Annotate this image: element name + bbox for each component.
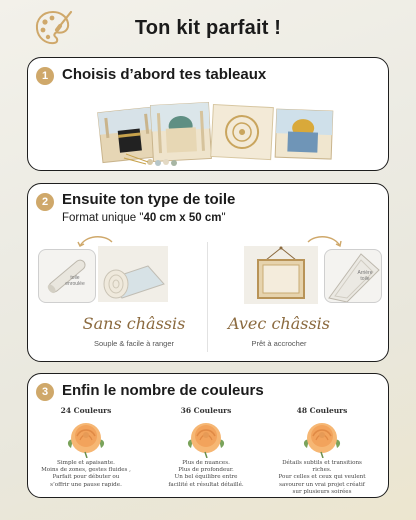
desc-line: Pour celles et ceux qui veulent: [278, 474, 366, 481]
option-sans-chassis-subtitle: Souple & facile à ranger: [93, 339, 175, 348]
format-label: Format unique ": [62, 212, 144, 224]
format-text: [62, 212, 226, 224]
desc-line: s’offrir une pause rapide.: [50, 481, 122, 488]
step-2-badge: 2: [36, 193, 54, 211]
rolled-canvas-image: [98, 246, 168, 302]
color-option-24[interactable]: [36, 406, 136, 489]
color-option-48-title: 48 Couleurs: [296, 406, 348, 415]
desc-line: Moins de zones, gestes fluides ,: [41, 467, 131, 474]
paintings-illustration: [96, 98, 336, 168]
framed-canvas-image: [244, 246, 318, 304]
rose-icon: [183, 418, 229, 458]
desc-line: sur plusieurs soirées: [292, 488, 352, 495]
option-avec-chassis-subtitle: Prêt à accrocher: [251, 339, 307, 348]
color-option-36-title: 36 Couleurs: [180, 406, 232, 415]
rose-icon: [63, 418, 109, 458]
desc-line: Parfait pour débuter ou: [52, 474, 120, 481]
back-thumb-label: Arrière toile: [357, 270, 373, 282]
desc-line: Un bel équilibre entre: [174, 474, 238, 481]
step-3-card: [27, 373, 389, 498]
options-divider: [207, 242, 208, 352]
desc-line: Simple et apaisante.: [57, 460, 115, 466]
canvas-back-thumb: [324, 249, 382, 303]
step-1-card: [27, 57, 389, 171]
step-1-badge: 1: [36, 67, 54, 85]
format-value: 40 cm x 50 cm: [143, 212, 222, 224]
color-option-36[interactable]: [156, 406, 256, 489]
painting-dome: [275, 109, 333, 159]
desc-line: savourer un vrai projet créatif: [279, 481, 365, 488]
rolled-canvas-thumb: [38, 249, 96, 303]
step-3-badge: 3: [36, 383, 54, 401]
page-title: Ton kit parfait !: [134, 17, 282, 39]
option-avec-chassis-title[interactable]: Avec châssis: [227, 314, 330, 333]
desc-line: Plus de profondeur.: [178, 467, 234, 474]
painting-calligraphy: [211, 105, 274, 160]
desc-line: Détails subtils et transitions riches.: [282, 460, 362, 474]
painting-mosque: [151, 103, 212, 162]
painting-kaaba: [98, 107, 159, 163]
step-2-title: Ensuite ton type de toile: [62, 191, 236, 208]
step-3-title: Enfin le nombre de couleurs: [62, 382, 264, 399]
curved-arrow-right-icon: [304, 232, 344, 248]
color-option-48[interactable]: [272, 406, 372, 496]
option-sans-chassis-title[interactable]: Sans châssis: [82, 314, 186, 333]
rolled-thumb-label: toile enroulée: [65, 275, 85, 287]
desc-line: Plus de nuances.: [182, 460, 230, 466]
color-option-24-title: 24 Couleurs: [60, 406, 112, 415]
desc-line: facilité et résultat détaillé.: [168, 481, 244, 488]
step-2-card: [27, 183, 389, 362]
format-end: ": [221, 212, 226, 224]
rose-icon: [299, 418, 345, 458]
step-1-title: Choisis d’abord tes tableaux: [62, 66, 267, 83]
